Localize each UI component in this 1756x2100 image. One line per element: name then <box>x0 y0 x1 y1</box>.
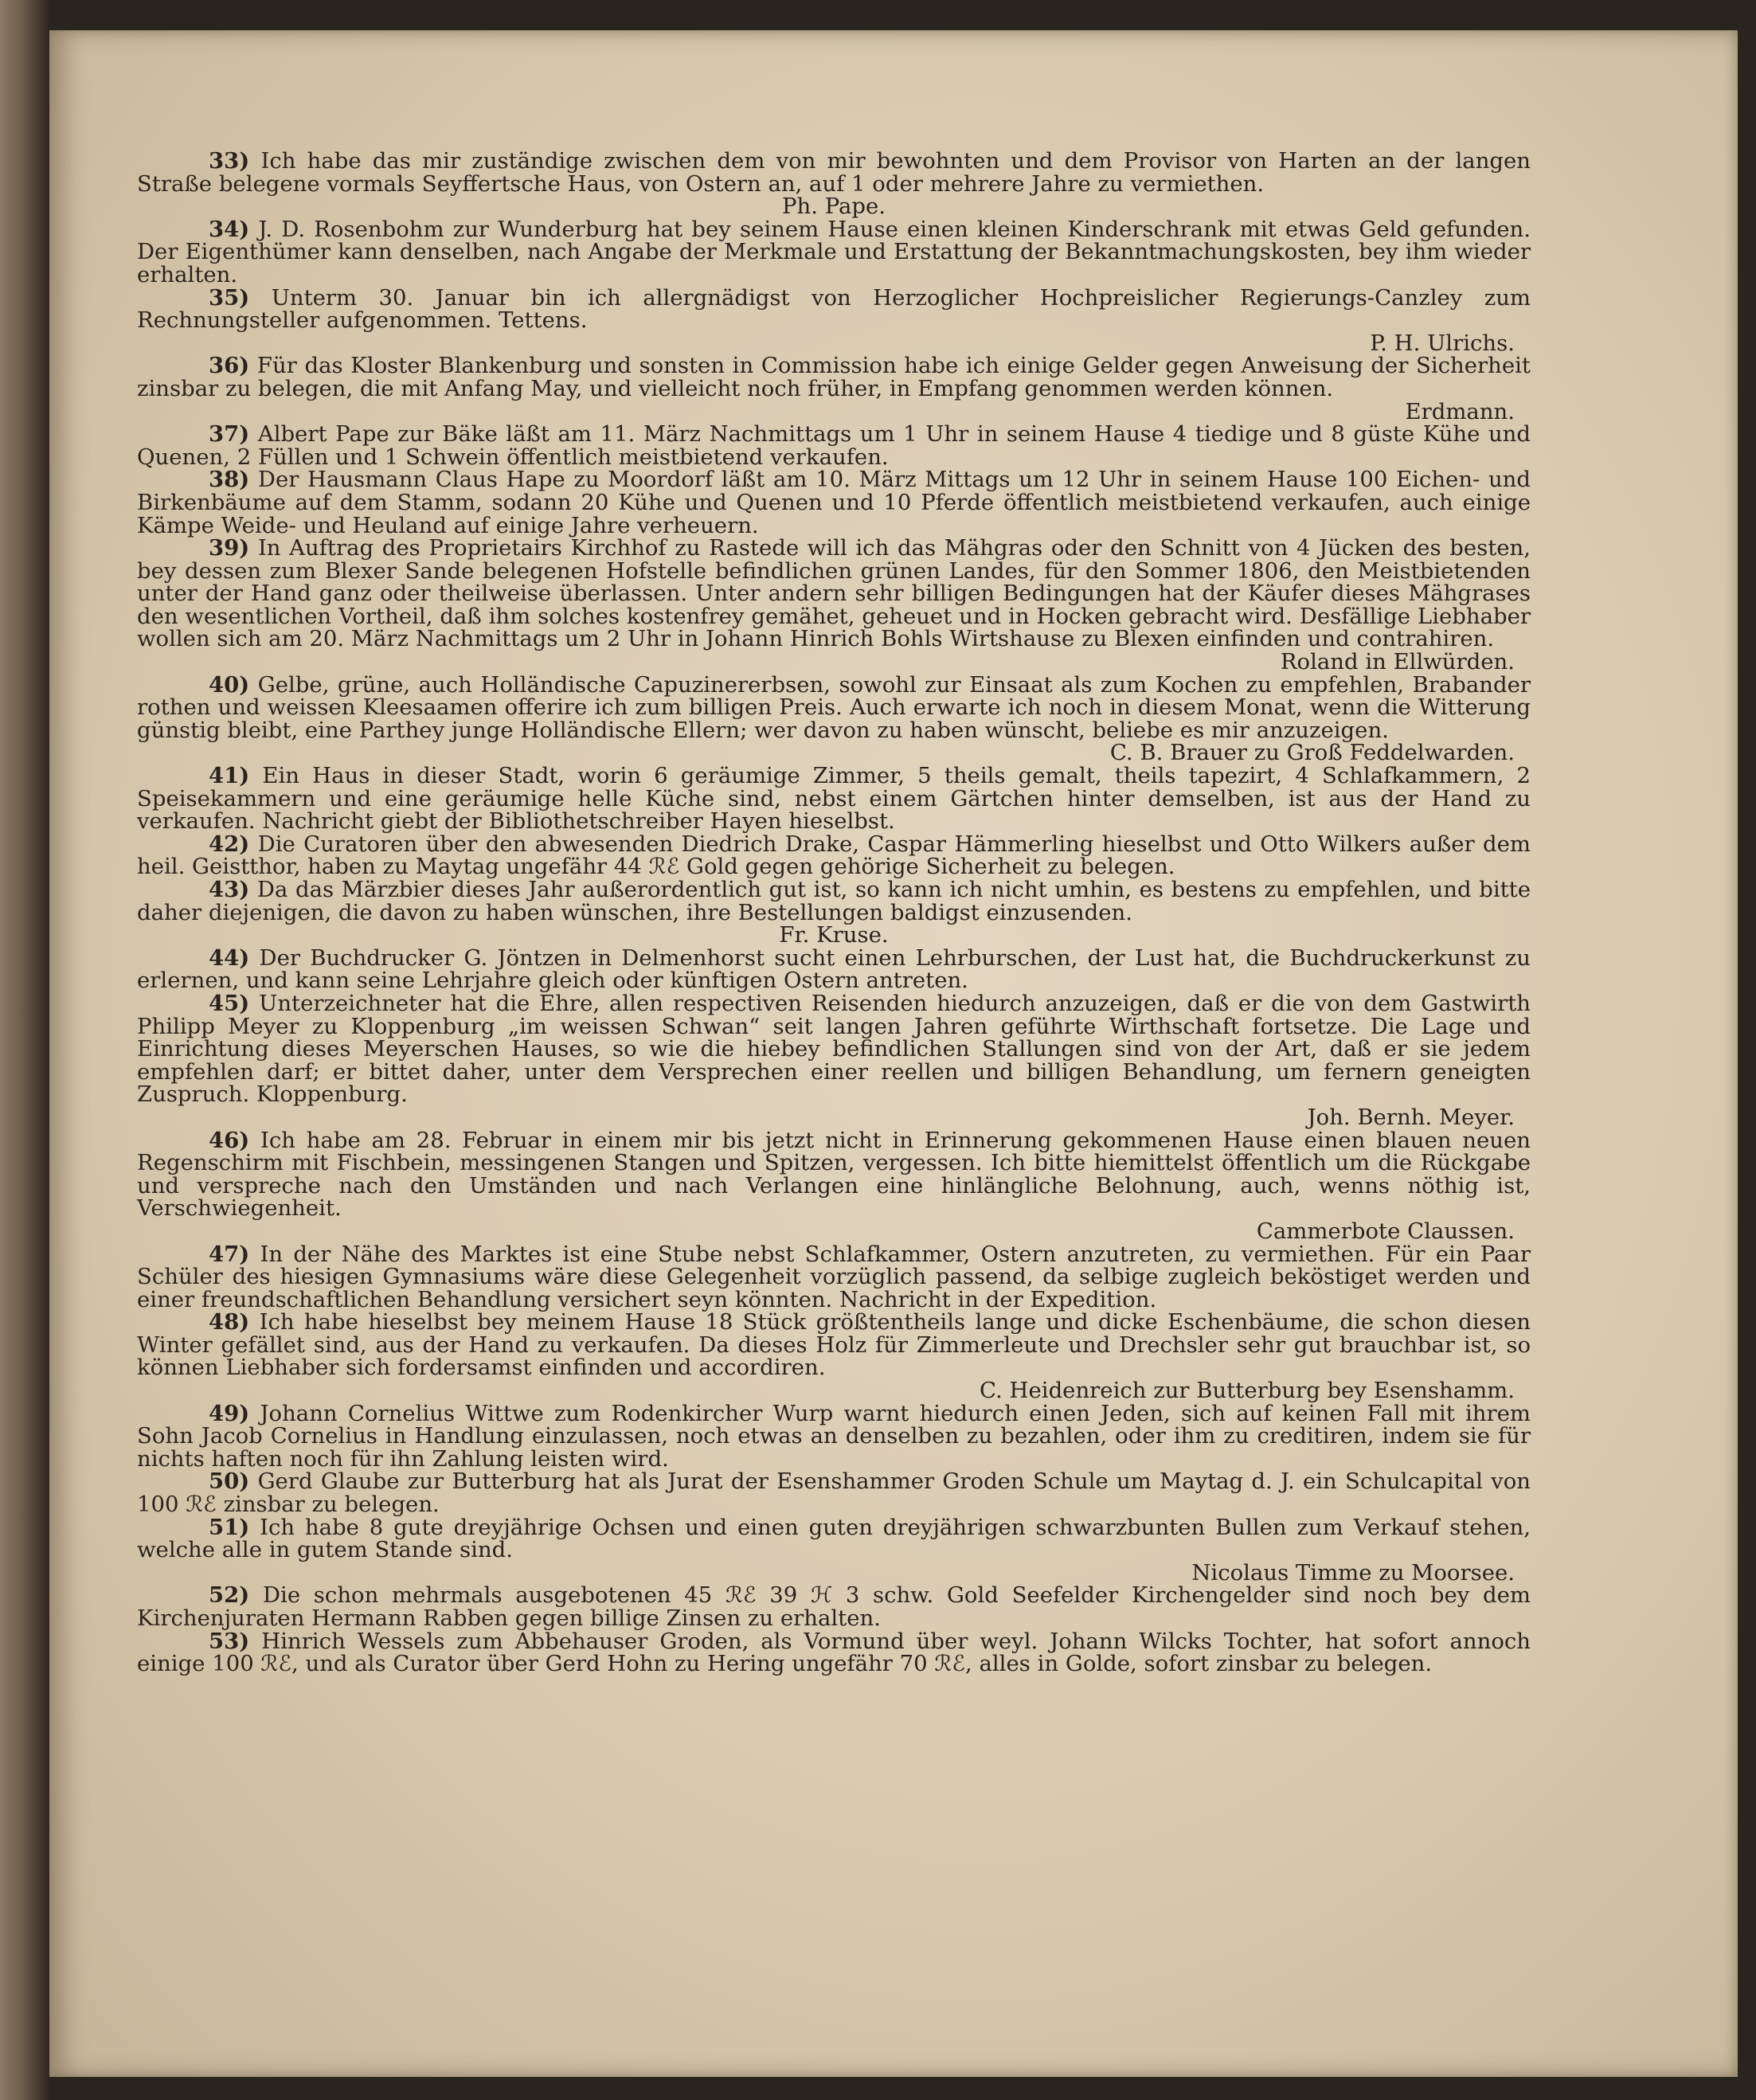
entry-signature: Fr. Kruse. <box>779 922 889 948</box>
entry-number: 36) <box>209 353 250 379</box>
entry-body: Ich habe am 28. Februar in einem mir bis jetzt nicht in Erinnerung gekommenen Hause einen blauen neuen Regenschirm mit Fischbein, messingenen Stangen und Spitzen, vergessen. Ich bitte hiemittelst öffentlich um die Rückgabe und verspreche nach den Umständen und nach Verlangen eine hinlängliche Belohnung, auch, wenns nöthig ist, Verschwiegenheit. <box>137 1127 1531 1222</box>
entry-text <box>137 218 1531 287</box>
entry-text <box>137 1402 1531 1471</box>
advertisement-entry <box>137 992 1531 1129</box>
entry-body: Die Curatoren über den abwesenden Diedrich Drake, Caspar Hämmerling hieselbst und Otto Wilkers außer dem heil. Geistthor, haben zu Maytag ungefähr 44 ℛℰ Gold gegen gehörige Sicherheit zu belegen. <box>137 831 1531 880</box>
advertisement-entry <box>137 1516 1531 1585</box>
entry-body: Da das Märzbier dieses Jahr außerordentlich gut ist, so kann ich nicht umhin, es bestens zu empfehlen, und bitte daher diejenigen, die davon zu haben wünschen, ihre Bestellungen baldigst einzusenden. <box>137 877 1531 925</box>
entry-body: Der Hausmann Claus Hape zu Moordorf läßt am 10. März Mittags um 12 Uhr in seinem Hause 100 Eichen- und Birkenbäume auf dem Stamm, sodann 20 Kühe und Quenen und 10 Pferde öffentlich meistbietend verkaufen, auch einige Kämpe Weide- und Heuland auf einige Jahre verheuern. <box>137 467 1531 538</box>
entry-signature: Cammerbote Claussen. <box>1256 1218 1515 1244</box>
advertisement-entry <box>137 765 1531 833</box>
entry-body: Hinrich Wessels zum Abbehauser Groden, als Vormund über weyl. Johann Wilcks Tochter, hat sofort annoch einige 100 ℛℰ, und als Curator über Gerd Hohn zu Hering ungefähr 70 ℛℰ, alles in Golde, sofort zinsbar zu belegen. <box>137 1628 1531 1677</box>
entry-text <box>137 833 1531 878</box>
entry-text <box>137 1630 1531 1676</box>
entry-body: In Auftrag des Proprietairs Kirchhof zu Rastede will ich das Mähgras oder den Schnitt von 4 Jücken des besten, bey dessen zum Blexer Sande belegenen Hofstelle befindlichen grünen Landes, für den Sommer 1806, den Meistbietenden unter der Hand ganz oder theilweise überlassen. Unter andern sehr billigen Bedingungen hat der Käufer dieses Mähgrases den wesentlichen Vortheil, daß ihm solches kostenfrey gemähet, geheuet und in Hocken gebracht wird. Desfällige Liebhaber wollen sich am 20. März Nachmittags um 2 Uhr in Johann Hinrich Bohls Wirtshause zu Blexen einfinden und contrahiren. <box>137 535 1531 652</box>
entry-text <box>137 284 1531 334</box>
entry-text <box>137 944 1531 994</box>
entry-signature: Erdmann. <box>1405 398 1515 424</box>
entry-signature: Nicolaus Timme zu Moorsee. <box>1191 1559 1515 1586</box>
advertisement-entry <box>137 1402 1531 1471</box>
entry-text <box>137 1468 1531 1518</box>
entry-body: Ich habe hieselbst bey meinem Hause 18 Stück größtentheils lange und dicke Eschenbäume, die schon diesen Winter gefället sind, aus der Hand zu verkaufen. Da dieses Holz für Zimmerleute und Drechsler sehr gut brauchbar ist, so können Liebhaber sich fordersamst einfinden und accordiren. <box>137 1309 1531 1381</box>
advertisement-entry <box>137 944 1531 994</box>
entry-number: 47) <box>209 1241 250 1267</box>
entry-signature: C. B. Brauer zu Groß Feddelwarden. <box>1109 740 1515 766</box>
advertisement-entry <box>137 468 1531 537</box>
entry-body: Ich habe 8 gute dreyjährige Ochsen und einen guten dreyjährigen schwarzbunten Bullen zum Verkauf stehen, welche alle in gutem Stande sind. <box>137 1514 1531 1563</box>
entry-number: 40) <box>209 671 250 698</box>
entry-number: 51) <box>209 1514 250 1540</box>
entry-number: 46) <box>209 1127 250 1153</box>
advertisement-entry <box>137 1243 1531 1312</box>
entry-signature: Roland in Ellwürden. <box>1280 649 1515 675</box>
advertisement-entry <box>137 284 1531 356</box>
entry-number: 38) <box>209 467 250 493</box>
entry-number: 50) <box>209 1468 250 1495</box>
entry-number: 43) <box>209 877 250 902</box>
entry-signature: Joh. Bernh. Meyer. <box>1307 1104 1515 1130</box>
entry-number: 49) <box>209 1400 250 1426</box>
newspaper-page <box>49 30 1738 2077</box>
entry-number: 35) <box>209 284 250 311</box>
entry-body: Gelbe, grüne, auch Holländische Capuzinererbsen, sowohl zur Einsaat als zum Kochen zu empfehlen, Brabander rothen und weissen Kleesaamen offerire ich zum billigen Preis. Auch erwarte ich noch in diesem Monat, wenn die Witterung günstig bleibt, eine Parthey junge Holländische Ellern; wer davon zu haben wünscht, beliebe es mir anzuzeigen. <box>137 671 1531 743</box>
entry-signature: C. Heidenreich zur Butterburg bey Esenshamm. <box>979 1378 1515 1404</box>
entry-text <box>137 1584 1531 1629</box>
advertisement-entry <box>137 878 1531 947</box>
entry-text <box>137 992 1531 1106</box>
entry-body: Albert Pape zur Bäke läßt am 11. März Nachmittags um 1 Uhr in seinem Hause 4 tiedige und 8 güste Kühe und Quenen, 2 Füllen und 1 Schwein öffentlich meistbietend verkaufen. <box>137 421 1531 470</box>
entry-number: 33) <box>209 148 250 174</box>
entry-number: 45) <box>209 990 250 1016</box>
entry-number: 44) <box>209 944 250 971</box>
entry-number: 37) <box>209 421 250 448</box>
advertisement-entry <box>137 537 1531 674</box>
entry-body: Für das Kloster Blankenburg und sonsten in Commission habe ich einige Gelder gegen Anweisung der Sicherheit zinsbar zu belegen, die mit Anfang May, und vielleicht noch früher, in Empfang genommen werden können. <box>137 353 1531 401</box>
advertisement-entry <box>137 1468 1531 1518</box>
entry-body: Unterzeichneter hat die Ehre, allen respectiven Reisenden hiedurch anzuzeigen, daß er die von dem Gastwirth Philipp Meyer zu Kloppenburg „im weissen Schwan“ seit langen Jahren geführte Wirthschaft fortsetze. Die Lage und Einrichtung dieses Meyerschen Hauses, so wie die hiebey befindlichen Stallungen sind von der Art, daß er sie jedem empfehlen darf; er bittet daher, unter dem Versprechen einer reellen und billigen Behandlung, um fernern geneigten Zuspruch. Kloppenburg. <box>137 990 1531 1108</box>
entry-body: Unterm 30. Januar bin ich allergnädigst von Herzoglicher Hochpreislicher Regierungs-Canzley zum Rechnungsteller aufgenommen. Tettens. <box>137 284 1531 334</box>
advertisement-entry <box>137 218 1531 287</box>
entry-text <box>137 1311 1531 1379</box>
advertisement-entry <box>137 423 1531 468</box>
entry-signature: P. H. Ulrichs. <box>1370 330 1515 356</box>
advertisement-entry <box>137 1630 1531 1676</box>
advertisement-entry <box>137 150 1531 218</box>
entry-text <box>137 1516 1531 1562</box>
entry-body: Die schon mehrmals ausgebotenen 45 ℛℰ 39 ℋ 3 schw. Gold Seefelder Kirchengelder sind noch bey dem Kirchenjuraten Hermann Rabben gegen billige Zinsen zu erhalten. <box>137 1582 1531 1631</box>
advertisement-entry <box>137 1311 1531 1402</box>
entry-text <box>137 537 1531 651</box>
entry-body: Ich habe das mir zuständige zwischen dem von mir bewohnten und dem Provisor von Harten an der langen Straße belegene vormals Seyffertsche Haus, von Ostern an, auf 1 oder mehrere Jahre zu vermiethen. <box>137 148 1531 197</box>
advertisement-entry <box>137 833 1531 878</box>
entry-text <box>137 150 1531 195</box>
advertisement-entry <box>137 1129 1531 1243</box>
entry-text <box>137 1129 1531 1220</box>
entry-body: Gerd Glaube zur Butterburg hat als Jurat der Esenshammer Groden Schule um Maytag d. J. ein Schulcapital von 100 ℛℰ zinsbar zu belegen. <box>137 1468 1531 1518</box>
entry-body: In der Nähe des Marktes ist eine Stube nebst Schlafkammer, Ostern anzutreten, zu vermiethen. Für ein Paar Schüler des hiesigen Gymnasiums wäre diese Gelegenheit vorzüglich passend, da selbige zugleich beköstiget werden und einer freundschaftlichen Behandlung versichert seyn könnten. Nachricht in der Expedition. <box>137 1241 1531 1312</box>
advertisement-entry <box>137 354 1531 423</box>
entry-body: Ein Haus in dieser Stadt, worin 6 geräumige Zimmer, 5 theils gemalt, theils tapezirt, 4 Schlafkammern, 2 Speisekammern und eine geräumige helle Küche sind, nebst einem Gärtchen hinter demselben, ist aus der Hand zu verkaufen. Nachricht giebt der Bibliothetschreiber Hayen hieselbst. <box>137 763 1531 835</box>
entry-text <box>137 765 1531 833</box>
entry-number: 41) <box>209 763 250 789</box>
entry-text <box>137 878 1531 924</box>
entry-signature: Ph. Pape. <box>782 194 886 220</box>
entry-text <box>137 354 1531 400</box>
advertisement-column <box>137 150 1531 1676</box>
entry-number: 39) <box>209 535 250 561</box>
advertisement-entry <box>137 1584 1531 1629</box>
book-gutter <box>0 0 49 2100</box>
entry-text <box>137 671 1531 743</box>
entry-number: 53) <box>209 1628 250 1654</box>
entry-text <box>137 468 1531 537</box>
entry-body: Der Buchdrucker G. Jöntzen in Delmenhorst sucht einen Lehrburschen, der Lust hat, die Buchdruckerkunst zu erlernen, und kann seine Lehrjahre gleich oder künftigen Ostern antreten. <box>137 944 1531 994</box>
entry-number: 48) <box>209 1309 250 1335</box>
entry-body: J. D. Rosenbohm zur Wunderburg hat bey seinem Hause einen kleinen Kinderschrank mit etwas Geld gefunden. Der Eigenthümer kann denselben, nach Angabe der Merkmale und Erstattung der Bekanntmachungskosten, bey ihm wieder erhalten. <box>137 216 1531 287</box>
entry-number: 52) <box>209 1582 250 1609</box>
advertisement-entry <box>137 671 1531 766</box>
entry-number: 42) <box>209 831 250 857</box>
entry-number: 34) <box>209 216 250 242</box>
entry-body: Johann Cornelius Wittwe zum Rodenkircher Wurp warnt hiedurch einen Jeden, sich auf keinen Fall mit ihrem Sohn Jacob Cornelius in Handlung einzulassen, noch etwas an denselben zu bezahlen, oder ihm zu creditiren, indem sie für nichts haften noch für ihn Zahlung leisten wird. <box>137 1400 1531 1472</box>
entry-text <box>137 423 1531 468</box>
entry-text <box>137 1243 1531 1312</box>
